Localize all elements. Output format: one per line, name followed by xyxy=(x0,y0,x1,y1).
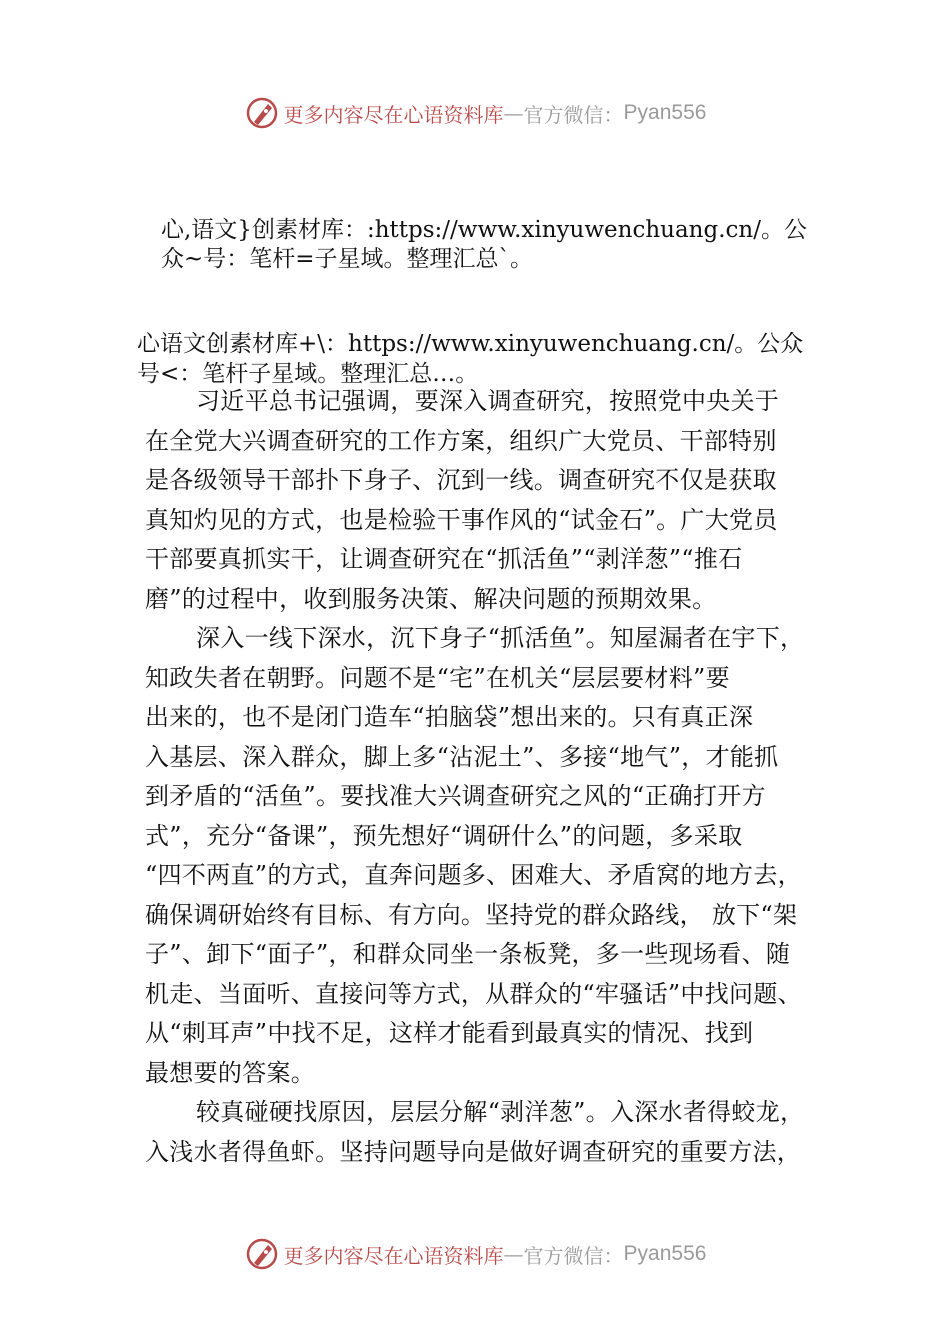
watermark-wechat-id: Pyan556 xyxy=(623,1242,707,1265)
watermark-wechat-label: 官方微信： xyxy=(523,1243,624,1268)
watermark-separator: — xyxy=(503,1242,524,1266)
watermark-banner-top xyxy=(0,93,950,133)
watermark-brand: 更多内容尽在心语资料库 xyxy=(283,102,504,127)
body-line: 机走、当面听、直接问等方式，从群众的“牢骚话”中找问题、 xyxy=(145,980,802,1008)
notice-1-line-2: 众~号：笔杆=子星域。整理汇总`。 xyxy=(161,246,534,272)
watermark-banner-bottom xyxy=(0,1234,950,1274)
body-line: 知政失者在朝野。问题不是“宅”在机关“层层要材料”要 xyxy=(145,664,730,692)
body-line: 最想要的答案。 xyxy=(145,1059,316,1087)
body-line: 真知灼见的方式，也是检验干事作风的“试金石”。广大党员 xyxy=(145,506,778,534)
body-line: 从“刺耳声”中找不足，这样才能看到最真实的情况、找到 xyxy=(145,1019,754,1047)
body-line: 式”，充分“备课”，预先想好“调研什么”的问题，多采取 xyxy=(145,822,743,850)
watermark-wechat-id: Pyan556 xyxy=(623,101,707,124)
body-line: 在全党大兴调查研究的工作方案，组织广大党员、干部特别 xyxy=(145,427,777,455)
body-line: 出来的，也不是闭门造车“拍脑袋”想出来的。只有真正深 xyxy=(145,703,754,731)
body-line: 习近平总书记强调，要深入调查研究，按照党中央关于 xyxy=(196,387,780,415)
body-line: 深入一线下深水，沉下身子“抓活鱼”。知屋漏者在宇下， xyxy=(196,624,805,652)
body-line: 干部要真抓实干，让调查研究在“抓活鱼”“剥洋葱”“推石 xyxy=(145,545,743,573)
pen-nib-circle-icon xyxy=(244,1236,280,1272)
body-line: 子”、卸下“面子”，和群众同坐一条板凳，多一些现场看、随 xyxy=(145,940,791,968)
body-line: 入基层、深入群众，脚上多“沾泥土”、多接“地气”，才能抓 xyxy=(145,743,779,771)
watermark-separator: — xyxy=(503,101,524,125)
watermark-wechat-label: 官方微信： xyxy=(523,102,624,127)
pen-nib-circle-icon xyxy=(244,95,280,131)
body-line: 磨”的过程中，收到服务决策、解决问题的预期效果。 xyxy=(145,585,717,613)
body-line: 较真碰硬找原因，层层分解“剥洋葱”。入深水者得蛟龙， xyxy=(196,1098,805,1126)
notice-1-line-1: 心,语文}创素材库：:https://www.xinyuwenchuang.cn/。公 xyxy=(161,217,807,243)
body-line: 入浅水者得鱼虾。坚持问题导向是做好调查研究的重要方法， xyxy=(145,1138,802,1166)
body-line: 到矛盾的“活鱼”。要找准大兴调查研究之风的“正确打开方 xyxy=(145,782,766,810)
body-line: 是各级领导干部扑下身子、沉到一线。调查研究不仅是获取 xyxy=(145,466,777,494)
body-line: 确保调研始终有目标、有方向。坚持党的群众路线， 放下“架 xyxy=(145,901,798,929)
body-line: “四不两直”的方式，直奔问题多、困难大、矛盾窝的地方去， xyxy=(145,861,802,889)
watermark-brand: 更多内容尽在心语资料库 xyxy=(283,1243,504,1268)
notice-2-line-1: 心语文创素材库+\：https://www.xinyuwenchuang.cn/。公众 xyxy=(137,331,804,357)
notice-2-line-2: 号<：笔杆子星域。整理汇总…。 xyxy=(137,361,479,387)
